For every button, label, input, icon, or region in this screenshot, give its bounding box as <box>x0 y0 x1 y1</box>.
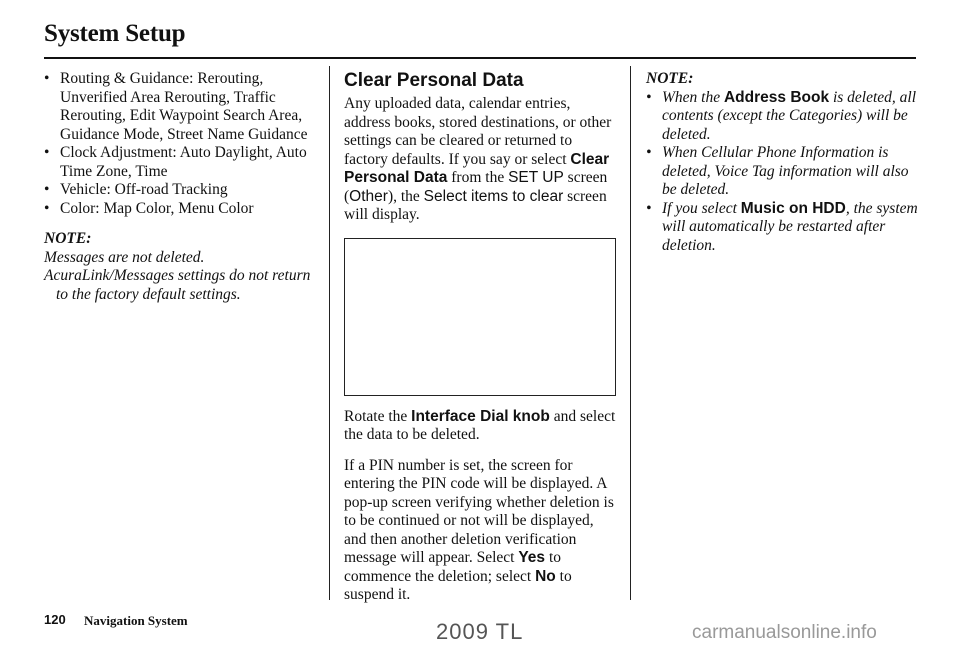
left-column <box>44 70 314 304</box>
clear-personal-data-label: Clear Personal Data <box>344 150 610 186</box>
interface-dial-label: Interface Dial knob <box>411 407 550 425</box>
bullet-icon: • <box>44 199 50 217</box>
section-heading: Clear Personal Data <box>344 70 524 91</box>
column-divider-1 <box>329 66 330 600</box>
column-divider-2 <box>630 66 631 600</box>
screen-image-placeholder <box>344 238 616 396</box>
footer-section: Navigation System <box>84 613 188 628</box>
list-item: • When Cellular Phone Information is deleted, Voice Tag information will also be deleted. <box>646 144 909 198</box>
list-item: • Color: Map Color, Menu Color <box>44 199 254 217</box>
list-item: • If you select Music on HDD, the system will automatically be restarted after deletion. <box>646 199 918 254</box>
middle-column <box>344 70 616 605</box>
note-line: Messages are not deleted. <box>44 248 205 266</box>
list-item: • When the Address Book is deleted, all contents (except the Categories) will be deleted. <box>646 88 917 143</box>
page-number: 120 <box>44 612 66 627</box>
music-on-hdd-label: Music on HDD <box>740 199 846 217</box>
page-title: System Setup <box>44 20 186 47</box>
rotate-paragraph: Rotate the Interface Dial knob and select the data to be deleted. <box>344 407 616 443</box>
bullet-icon: • <box>44 181 50 198</box>
list-item: • Vehicle: Off-road Tracking <box>44 181 228 198</box>
list-item: • Clock Adjustment: Auto Daylight, Auto Time Zone, Time <box>44 144 307 180</box>
note-label: NOTE: <box>646 70 694 87</box>
bullet-icon: • <box>646 88 652 106</box>
list-item: • Routing & Guidance: Rerouting, Unverified Area Rerouting, Traffic Rerouting, Edit Waypoint Search Area, Guidance Mode, Street Name Guidance <box>44 70 308 143</box>
pin-paragraph: If a PIN number is set, the screen for entering the PIN code will be displayed. A pop-up screen verifying whether deletion is to be continued or not will be displayed, and then another deletion verification message will appear. Select Yes to commence the deletion; select No to suspend it. <box>344 456 614 603</box>
intro-paragraph: Any uploaded data, calendar entries, address books, stored destinations, or other settings can be cleared or returned to factory defaults. If you say or select Clear Personal Data from the SET UP screen (Other), the Select items to clear screen will display. <box>344 95 612 223</box>
bullet-icon: • <box>646 144 652 161</box>
right-column <box>646 70 918 255</box>
address-book-label: Address Book <box>723 88 830 106</box>
note-list <box>646 89 918 256</box>
spacer <box>344 445 616 457</box>
settings-list <box>44 70 314 218</box>
title-divider <box>44 57 916 59</box>
model-watermark: 2009 TL <box>436 619 524 644</box>
setup-screen-label: SET UP <box>508 169 564 186</box>
bullet-icon: • <box>44 144 50 161</box>
yes-label: Yes <box>518 549 546 566</box>
site-watermark: carmanualsonline.info <box>692 622 877 643</box>
select-items-label: Select items to clear <box>423 187 564 205</box>
bullet-icon: • <box>646 199 652 217</box>
note-line: AcuraLink/Messages settings do not return to the factory default settings. <box>44 267 311 303</box>
note-label: NOTE: <box>44 230 92 247</box>
spacer <box>44 218 314 230</box>
bullet-icon: • <box>44 70 50 87</box>
other-label: Other <box>349 187 388 205</box>
no-label: No <box>535 567 556 585</box>
